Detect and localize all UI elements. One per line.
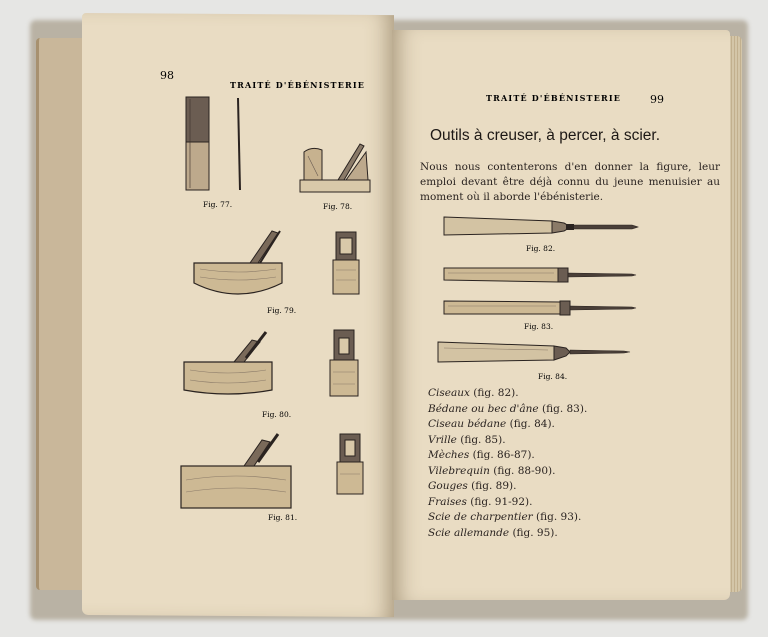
- list-item: Vilebrequin (fig. 88-90).: [428, 464, 556, 477]
- fig-79-illustration: [190, 225, 290, 300]
- fig-81-caption: Fig. 81.: [268, 513, 298, 522]
- fig-83-caption: Fig. 83.: [524, 322, 554, 331]
- list-item: Mèches (fig. 86-87).: [428, 449, 535, 461]
- list-item: Vrille (fig. 85).: [428, 433, 506, 446]
- plane-iron-illustration-2: [326, 328, 362, 400]
- right-running-head: TRAITÉ D'ÉBÉNISTERIE: [486, 93, 622, 103]
- fig-82-illustration: [442, 213, 642, 241]
- fig-78-caption: Fig. 78.: [323, 202, 353, 211]
- fig-80-illustration: [180, 328, 280, 402]
- left-running-head: TRAITÉ D'ÉBÉNISTERIE: [230, 80, 366, 90]
- section-title: Outils à creuser, à percer, à scier.: [430, 127, 661, 144]
- fig-79-caption: Fig. 79.: [267, 306, 297, 315]
- tool-list: [428, 386, 587, 541]
- fig-83-illustration-a: [442, 262, 642, 288]
- fig-84-caption: Fig. 84.: [538, 372, 568, 381]
- left-page-number: 98: [160, 69, 174, 82]
- fig-82-caption: Fig. 82.: [526, 244, 556, 253]
- fig-80-caption: Fig. 80.: [262, 410, 292, 419]
- list-item: Ciseau bédane (fig. 84).: [428, 418, 555, 430]
- fig-78-illustration: [298, 138, 374, 196]
- fig-83-illustration-b: [442, 296, 642, 320]
- fig-77-illustration: [180, 94, 250, 194]
- fig-77-caption: Fig. 77.: [203, 200, 233, 209]
- list-item: Scie de charpentier (fig. 93).: [428, 511, 582, 523]
- list-item: Fraises (fig. 91-92).: [428, 495, 533, 508]
- list-item: Gouges (fig. 89).: [428, 480, 517, 492]
- plane-iron-illustration-1: [328, 230, 364, 298]
- fig-81-illustration: [178, 432, 298, 514]
- intro-paragraph: Nous nous contenterons d'en donner la figure, leur emploi devant être déjà connu du jeune menuisier au moment où il aborde l'ébénisterie.: [420, 161, 720, 203]
- fig-84-illustration: [436, 338, 636, 366]
- right-page-number: 99: [650, 93, 664, 106]
- list-item: Scie allemande (fig. 95).: [428, 526, 558, 539]
- list-item: Ciseaux (fig. 82).: [428, 387, 519, 399]
- plane-iron-illustration-3: [334, 432, 366, 498]
- list-item: Bédane ou bec d'âne (fig. 83).: [428, 402, 588, 415]
